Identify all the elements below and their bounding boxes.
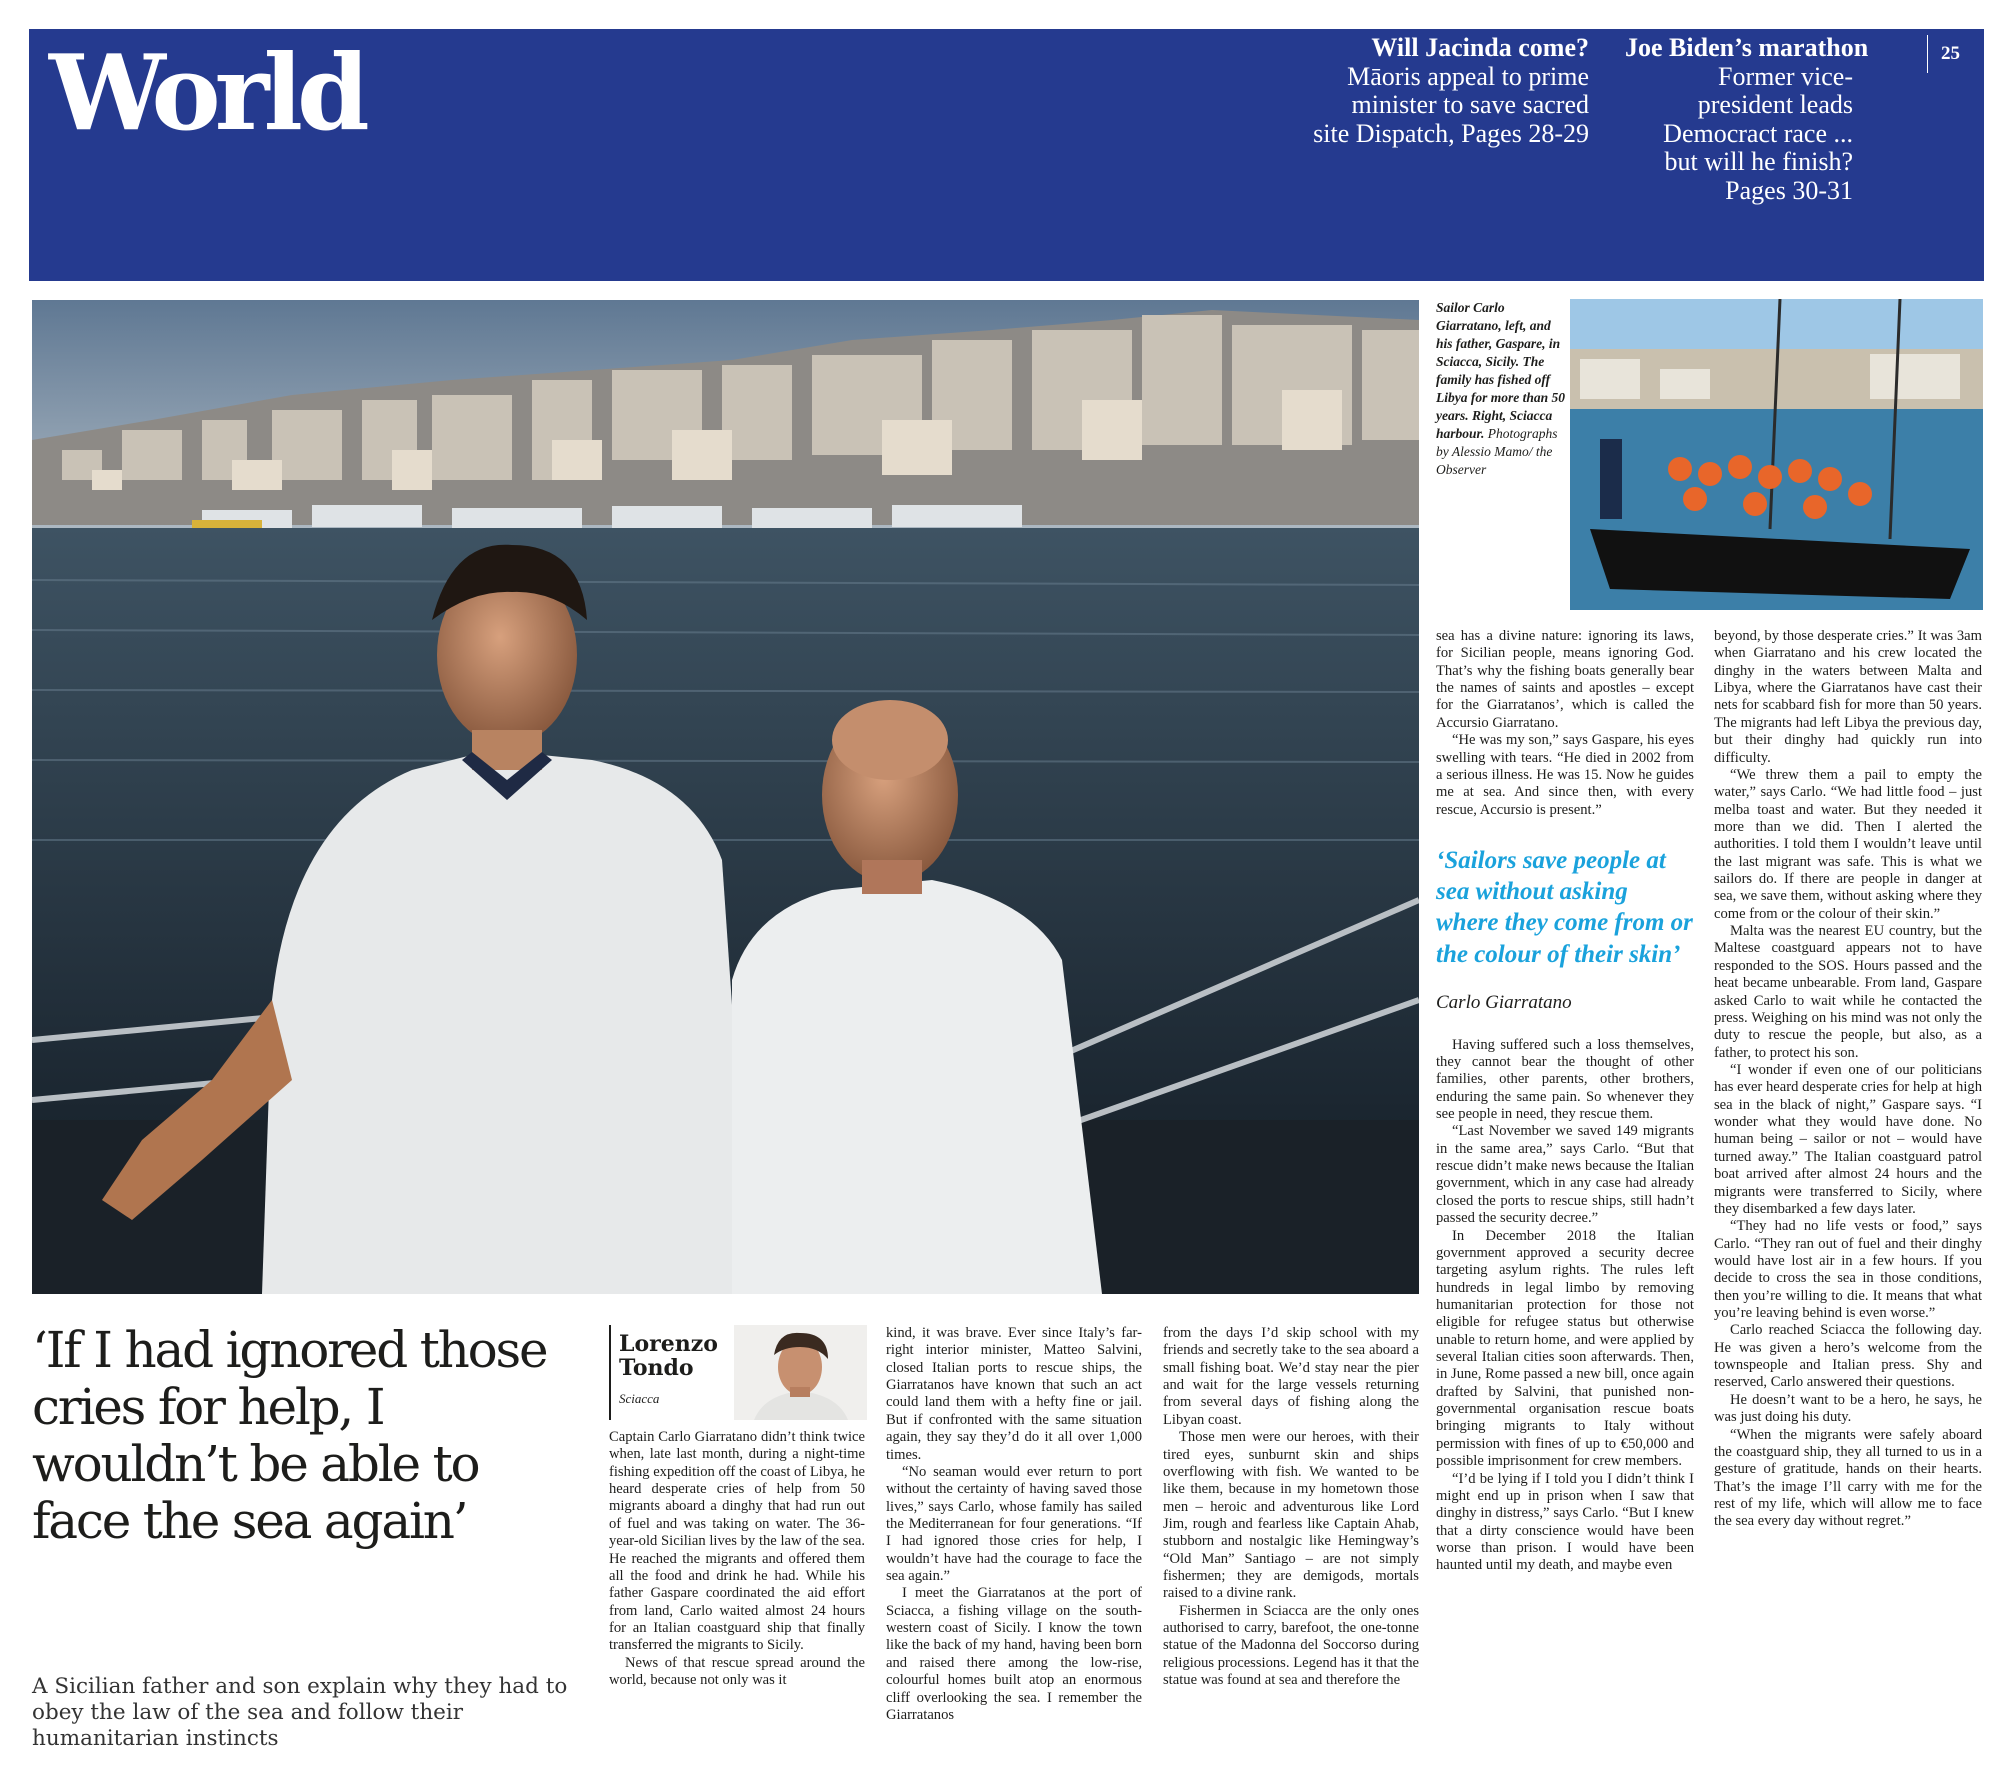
paragraph: beyond, by those desperate cries.” It was 3am when Giarratano and his crew located the dinghy in the waters between Malta and Libya, where the Giarratanos have cast their nets for scabbard fish for more than 50 years. The migrants had left Libya the previous day, but their dinghy had quickly run into difficulty. [1714, 628, 1982, 766]
teaser-body: Former vice-president leads Democract race ... but will he finish? Pages 30-31 [1663, 61, 1853, 205]
paragraph: “No seaman would ever return to port without the certainty of having saved those lives,” says Carlo, whose family has sailed the Mediterranean for four generations. “If I had ignored those cries for help, I wouldn’t have had the courage to face the sea again.” [886, 1463, 1142, 1585]
paragraph: from the days I’d skip school with my friends and secretly take to the sea aboard a small fishing boat. We’d stay near the pier and wait for the large vessels returning from several days of fishing along the Libyan coast. [1163, 1325, 1419, 1428]
author-name[interactable]: Lorenzo Tondo [619, 1331, 718, 1381]
byline-rule [609, 1325, 611, 1420]
section-title: World [49, 31, 364, 154]
paragraph: “I’d be lying if I told you I didn’t think I might end up in prison when I saw that dinghy in distress,” says Carlo. “But I knew that a dirty conscience would have been worse than prison. I would have been haunted until my death, and maybe even [1436, 1470, 1694, 1574]
article-column-4 [1436, 628, 1694, 1575]
article-column-5 [1714, 628, 1982, 1531]
paragraph: “We threw them a pail to empty the water,” says Carlo. “We had little food – just melba toast and water. But they needed it more than we did. Then I alerted the authorities. I told them I wouldn’t leave until the last migrant was safe. This is what we sailors do. If there are people in danger at sea, we save them, without asking where they come from or the colour of their skin.” [1714, 766, 1982, 922]
paragraph: News of that rescue spread around the world, because not only was it [609, 1654, 865, 1689]
paragraph: Carlo reached Sciacca the following day. He was given a hero’s welcome from the townspeople and Italian press. Shy and reserved, Carlo answered their questions. [1714, 1322, 1982, 1391]
teaser-heading: Will Jacinda come? [1371, 33, 1589, 62]
section-masthead [29, 29, 1984, 281]
paragraph: Having suffered such a loss themselves, they cannot bear the thought of other families, other parents, other brothers, enduring the same pain. So whenever they see people in need, they rescue them. [1436, 1036, 1694, 1122]
article-column-3 [1163, 1325, 1419, 1690]
main-photo-father-and-son [32, 300, 1419, 1294]
paragraph: Those men were our heroes, with their tired eyes, sunburnt skin and ships overflowing with fish. We wanted to be like them, because in my hometown those men – heroic and adventurous like Lord Jim, rough and fearless like Captain Ahab, stubborn and nostalgic like Hemingway’s “Old Man” Santiago – are not simply fishermen; they are demigods, mortals raised to a divine rank. [1163, 1429, 1419, 1602]
author-location: Sciacca [619, 1391, 660, 1406]
paragraph: Fishermen in Sciacca are the only ones authorised to carry, barefoot, the one-tonne statue of the Madonna del Soccorso during religious processions. Legend has it that the statue was found at sea and therefore the [1163, 1602, 1419, 1689]
photo-caption-text: Sailor Carlo Giarratano, left, and his father, Gaspare, in Sciacca, Sicily. The family has fished off Libya for more than 50 years. Right, Sciacca harbour. [1436, 300, 1566, 441]
harbour-photo [1570, 299, 1983, 610]
pull-quote: ‘Sailors save people at sea without asking where they come from or the colour of their skin’ [1436, 846, 1693, 968]
teaser-jacinda[interactable] [1309, 34, 1589, 148]
paragraph: “I wonder if even one of our politicians has ever heard desperate cries for help at high sea in the black of night,” Gaspare says. “I wonder what they would have done. No human being – sailor or not – would have turned away.” The Italian coastguard patrol boat arrived after almost 24 hours and the migrants were transferred to Sicily, where they disembarked a few days later. [1714, 1061, 1982, 1217]
teaser-heading: Joe Biden’s marathon [1625, 33, 1869, 62]
paragraph: Malta was the nearest EU country, but the Maltese coastguard appears not to have responded to the SOS. Hours passed and the heat became unbearable. From land, Gaspare asked Carlo to wait while he contacted the press. Weighing on his mind was not only the duty to rescue the people, but also, as a father, to protect his son. [1714, 923, 1982, 1061]
page-number-divider [1927, 35, 1928, 73]
paragraph: I meet the Giarratanos at the port of Sciacca, a fishing village on the south-western coast of Sicily. I know the town like the back of my hand, having been born and raised there among the low-rise, colourful homes built atop an enormous cliff overlooking the sea. I remember the Giarratanos [886, 1585, 1142, 1723]
pull-quote-attribution: Carlo Giarratano [1436, 991, 1572, 1013]
photo-caption [1436, 299, 1566, 479]
teaser-body: Māoris appeal to prime minister to save sacred site Dispatch, Pages 28-29 [1313, 61, 1589, 148]
paragraph: “He was my son,” says Gaspare, his eyes swelling with tears. “He died in 2002 from a serious illness. He was 15. Now he guides me at sea. And since then, with every rescue, Accursio is present.” [1436, 732, 1694, 818]
article-headline: ‘If I had ignored those cries for help, I wouldn’t be able to face the sea again’ [32, 1321, 547, 1550]
paragraph: “They had no life vests or food,” says Carlo. “They ran out of fuel and their dinghy would have lost air in a few hours. If you decide to cross the sea in those conditions, then you’re willing to die. It means that what you’re leaving behind is even worse.” [1714, 1218, 1982, 1322]
article-column-2 [886, 1325, 1142, 1724]
byline [609, 1325, 869, 1420]
teaser-biden[interactable] [1625, 34, 1901, 206]
paragraph: “When the migrants were safely aboard the coastguard ship, they all turned to us in a gesture of gratitude, hands on their hearts. That’s the image I’ll carry with me for the rest of my life, which will allow me to face the sea every day without regret.” [1714, 1426, 1982, 1530]
paragraph: Captain Carlo Giarratano didn’t think twice when, late last month, during a night-time fishing expedition off the coast of Libya, he heard desperate cries of help from 50 migrants aboard a dinghy that had run out of fuel and was taking on water. The 36-year-old Sicilian lives by the law of the sea. He reached the migrants and offered them all the food and drink he had. While his father Gaspare coordinated the aid effort from land, Carlo waited almost 24 hours for an Italian coastguard ship that finally transferred the migrants to Sicily. [609, 1429, 865, 1654]
page-number: 25 [1941, 43, 1960, 64]
paragraph: He doesn’t want to be a hero, he says, he was just doing his duty. [1714, 1391, 1982, 1426]
article-column-1 [609, 1429, 865, 1689]
paragraph: sea has a divine nature: ignoring its laws, for Sicilian people, means ignoring God. That’s why the fishing boats generally bear the names of saints and apostles – except for the Giarratanos’, which is called the Accursio Giarratano. [1436, 628, 1694, 731]
paragraph: In December 2018 the Italian government approved a security decree targeting asylum rights. The rules left hundreds in legal limbo by removing humanitarian protection for those not eligible for refugee status but otherwise unable to return home, and were applied by several Italian cities soon afterwards. Then, in June, Rome passed a new bill, once again drafted by Salvini, that punished non-governmental organisation rescue boats bringing migrants to Italy without permission with fines of up to €50,000 and possible imprisonment for crew members. [1436, 1227, 1694, 1470]
paragraph: kind, it was brave. Ever since Italy’s far-right interior minister, Matteo Salvini, closed Italian ports to rescue ships, the Giarratanos have known that such an act could land them with a hefty fine or jail. But if confronted with the same situation again, they say they’d do it all over 1,000 times. [886, 1325, 1142, 1463]
photo-credit: Photographs by Alessio Mamo/ the Observer [1436, 425, 1558, 477]
paragraph: “Last November we saved 149 migrants in the same area,” says Carlo. “But that rescue didn’t make news because the Italian government, which in any case had already closed the ports to rescue ships, still hadn’t passed the security decree.” [1436, 1123, 1694, 1227]
article-standfirst: A Sicilian father and son explain why they had to obey the law of the sea and follow their humanitarian instincts [32, 1674, 568, 1751]
author-avatar [734, 1325, 867, 1420]
